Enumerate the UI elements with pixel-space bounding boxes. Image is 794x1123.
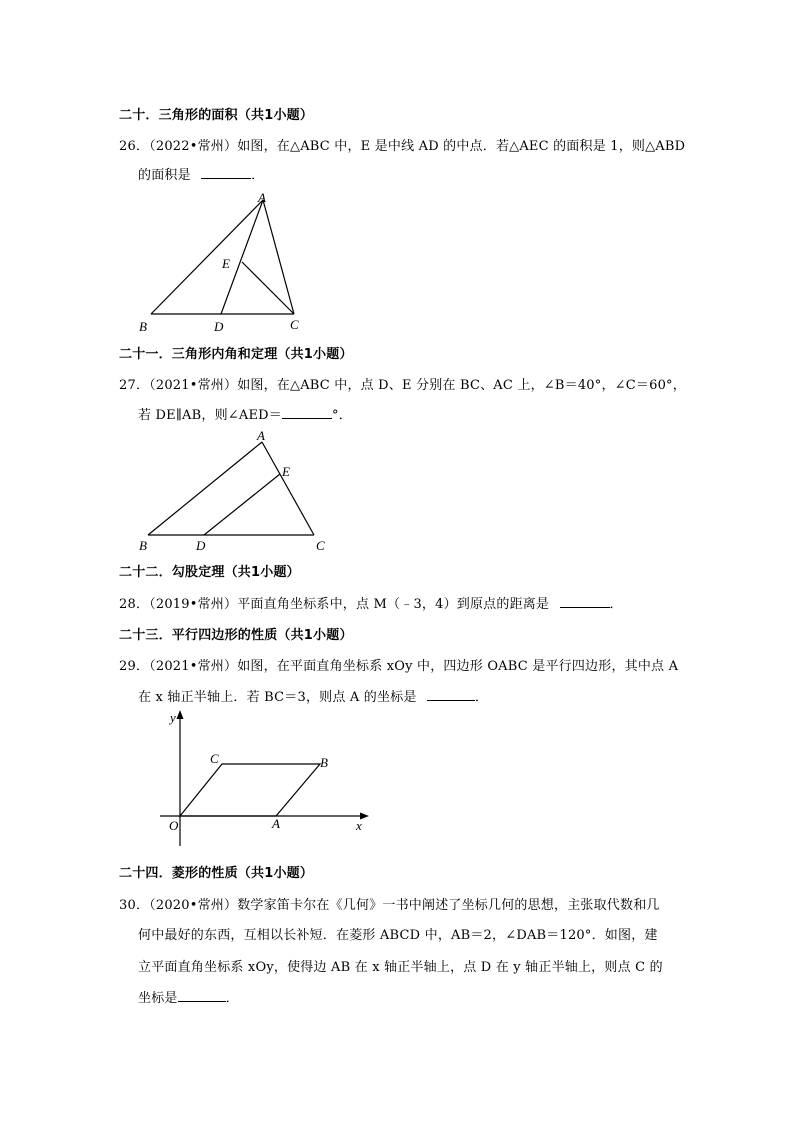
question-30-end: ． <box>225 991 239 1006</box>
segment-ec <box>242 262 294 314</box>
label-c: C <box>316 538 325 553</box>
label-y: y <box>170 710 176 725</box>
question-29-end: ． <box>474 690 489 705</box>
segment-ab <box>151 200 263 314</box>
figure-q27-triangle <box>136 426 336 554</box>
segment-ac <box>263 200 294 314</box>
section-heading: 二十三．平行四边形的性质（共1小题） <box>119 628 353 643</box>
label-o: O <box>169 818 179 833</box>
question-30-line-4 <box>138 987 239 1006</box>
label-d: D <box>196 538 206 553</box>
question-30-line-2: 何中最好的东西，互相以长补短．在菱形 ABCD 中，AB＝2，∠DAB＝120°．如图，建 <box>138 928 658 943</box>
section-heading: 二十四．菱形的性质（共1小题） <box>119 866 314 881</box>
label-e: E <box>282 464 290 479</box>
section-heading: 二十二．勾股定理（共1小题） <box>119 565 300 580</box>
label-c: C <box>290 317 299 332</box>
label-a: A <box>272 816 280 831</box>
question-27-line-1: 27．（2021•常州）如图，在△ABC 中，点 D、E 分别在 BC、AC 上，∠B＝40°，∠C＝60°， <box>119 378 686 393</box>
label-c: C <box>210 751 219 766</box>
segment-ab <box>148 442 262 535</box>
question-27-line-2 <box>138 404 352 423</box>
question-28-end: ． <box>609 597 623 612</box>
y-axis-arrow <box>177 710 184 719</box>
label-d: D <box>214 319 224 334</box>
question-27-end: °． <box>332 408 352 423</box>
question-30-line-1: 30．（2020•常州）数学家笛卡尔在《几何》一书中阐述了坐标几何的思想，主张取代数和几 <box>119 898 660 913</box>
question-30-line-3: 立平面直角坐标系 xOy，使得边 AB 在 x 轴正半轴上，点 D 在 y 轴正半轴上，则点 C 的 <box>138 960 663 975</box>
question-30-text: 坐标是 <box>138 991 178 1006</box>
answer-blank <box>560 595 610 608</box>
answer-blank <box>178 989 226 1002</box>
label-a: A <box>258 190 266 205</box>
question-28-line-1 <box>119 593 623 612</box>
answer-blank <box>282 406 332 419</box>
segment-ac <box>262 442 314 535</box>
question-27-text: 若 DE∥AB，则∠AED＝ <box>138 408 282 423</box>
label-e: E <box>222 256 230 271</box>
question-29-line-2 <box>138 686 488 705</box>
figure-q29-coordinate-plane <box>160 706 375 848</box>
question-26-end: ． <box>251 168 265 183</box>
label-a: A <box>257 428 265 443</box>
figure-q26-triangle <box>136 186 316 338</box>
segment-de <box>204 474 280 535</box>
question-28-text: 28．（2019•常州）平面直角坐标系中，点 M（﹣3，4）到原点的距离是 <box>119 597 550 612</box>
label-b: B <box>320 755 328 770</box>
question-26-text: 的面积是 <box>138 168 191 183</box>
parallelogram-oabc <box>180 764 320 816</box>
label-b: B <box>139 538 147 553</box>
question-26-line-1: 26．（2022•常州）如图，在△ABC 中，E 是中线 AD 的中点．若△AEC 的面积是 1，则△ABD <box>119 139 686 154</box>
answer-blank <box>427 688 475 701</box>
answer-blank <box>201 166 251 179</box>
label-b: B <box>139 319 147 334</box>
question-29-line-1: 29．（2021•常州）如图，在平面直角坐标系 xOy 中，四边形 OABC 是平行四边形，其中点 A <box>119 659 679 674</box>
label-x: x <box>356 818 362 833</box>
question-29-text: 在 x 轴正半轴上．若 BC＝3，则点 A 的坐标是 <box>138 690 417 705</box>
section-heading: 二十．三角形的面积（共1小题） <box>119 108 314 123</box>
section-heading: 二十一．三角形内角和定理（共1小题） <box>119 347 353 362</box>
question-26-line-2 <box>138 164 264 183</box>
